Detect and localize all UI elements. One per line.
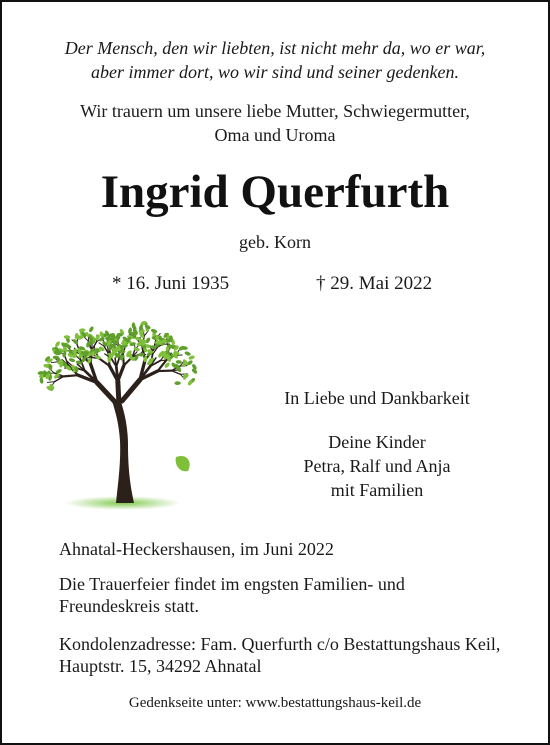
- funeral-line-1: Die Trauerfeier findet im engsten Familien- und: [59, 574, 405, 594]
- tree-illustration: [28, 313, 218, 513]
- place-and-date: Ahnatal-Heckershausen, im Juni 2022: [59, 539, 334, 559]
- mourners-line-3: mit Familien: [330, 480, 424, 500]
- mourners-line-2: Petra, Ralf und Anja: [303, 456, 451, 476]
- address-line-1: Kondolenzadresse: Fam. Querfurth c/o Bestattungshaus Keil,: [59, 634, 501, 654]
- funeral-line-2: Freundeskreis statt.: [59, 596, 199, 616]
- intro-text: [0, 99, 550, 147]
- death-date: † 29. Mai 2022: [316, 273, 433, 294]
- intro-line-1: Wir trauern um unsere liebe Mutter, Schwiegermutter,: [80, 101, 470, 121]
- memorial-page-link[interactable]: Gedenkseite unter: www.bestattungshaus-keil.de: [128, 695, 422, 711]
- mourners-block: [262, 386, 492, 502]
- maiden-name: geb. Korn: [239, 232, 311, 252]
- funeral-note: [59, 573, 405, 617]
- motto-line-1: Der Mensch, den wir liebten, ist nicht mehr da, wo er war,: [64, 38, 486, 58]
- intro-line-2: Oma und Uroma: [214, 125, 336, 145]
- birth-date: * 16. Juni 1935: [112, 273, 230, 294]
- mourners-line-1: Deine Kinder: [328, 432, 426, 452]
- deceased-name: Ingrid Querfurth: [100, 166, 450, 218]
- motto-line-2: aber immer dort, wo wir sind und seiner gedenken.: [91, 62, 459, 82]
- dedication: In Liebe und Dankbarkeit: [284, 388, 470, 408]
- motto: [0, 36, 550, 84]
- address-line-2: Hauptstr. 15, 34292 Ahnatal: [59, 656, 262, 676]
- condolence-address: [59, 633, 500, 677]
